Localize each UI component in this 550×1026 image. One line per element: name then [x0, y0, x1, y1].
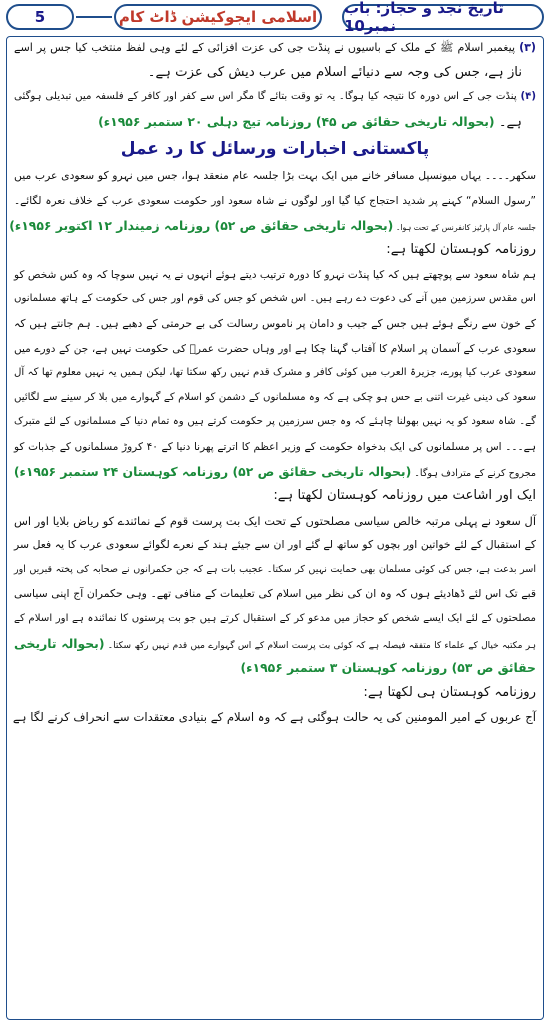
paragraph-line: ہم شاہ سعود سے پوچھتے ہیں کہ کیا پنڈت نہرو کا دورہ ترتیب دیتے ہوئے انہوں نے یہ نہیں سوچا کہ وہ کس شخص کو	[14, 268, 536, 281]
item-text: ہے۔	[498, 114, 522, 130]
reference-citation: (بحوالہ تاریخی حقائق ص ۵۲) روزنامہ کوہستان ۲۴ ستمبر ۱۹۵۶ء)	[13, 463, 412, 479]
paragraph-line: اس مقدس سرزمین میں آنے کی دعوت دے رہے ہیں۔ اس شخص کو جس کی قوم اور جس کی حکومت کے ہاتھ مسلمانوں	[14, 293, 536, 305]
item-number: (۴)	[520, 91, 536, 103]
paragraph-line	[9, 214, 536, 239]
reference-citation: (بحوالہ تاریخی حقائق ص ۵۲) روزنامہ زمیندار ۱۲ اکتوبر ۱۹۵۶ء)	[9, 217, 394, 233]
item-text: پیغمبر اسلام ﷺ کے ملک کے باسیوں نے پنڈت جی کی عزت افزائی کے لئے وہی لفظ منتخب کیا جس پر اسے	[14, 41, 516, 54]
source-label: روزنامہ کوہستان لکھتا ہے:	[386, 242, 536, 258]
paragraph-text: ہر مکتبہ خیال کے علماء کا متفقہ فیصلہ ہے کہ کوئی بت پرست اسلام کے اس گہوارے میں قدم نہیں رکھ سکتا۔	[107, 640, 536, 651]
paragraph-line: کے خون سے رنگے ہوئے ہیں جس کے جیب و دامان پر ناموس رسالت کی بے حرمتی کے دھبے ہیں۔ ہم جانتے ہیں کہ	[14, 316, 536, 330]
item-text-line	[14, 110, 536, 135]
item-text-line: ناز ہے، جس کی وجہ سے دنیائے اسلام میں عرب دیش کی عزت ہے۔	[147, 64, 522, 80]
reference-citation: حقائق ص ۵۳) روزنامہ کوہستان ۳ ستمبر ۱۹۵۶ء)	[240, 660, 536, 676]
numbered-item-line	[14, 36, 536, 61]
paragraph-line: آج عربوں کے امیر المومنین کی یہ حالت ہوگئی ہے کہ وہ اسلام کے بنیادی معتقدات سے انحراف کرنے لگا ہے	[12, 710, 536, 725]
item-text: پنڈت جی کے اس دورہ کا نتیجہ کیا ہوگا۔ یہ تو وقت بتائے گا مگر اس سے کفر اور کافر کے فلسفہ میں تبدیلی ہوگئی	[14, 91, 517, 103]
header-rule	[76, 16, 112, 18]
paragraph-line: سعودی عرب کے آسمان پر اسلام کا آفتاب گہنا چکا ہے اور وہاں حضرت عمرؓ کی حکومت نہیں ہے، جن کے دورے میں	[14, 342, 536, 355]
paragraph-line	[14, 656, 536, 681]
numbered-item-line	[14, 85, 536, 110]
paragraph-line: مصلحتوں کے لئے ایک ایسے شخص کو حجاز میں مدعو کر کے استقبال کرتے ہیں جو بت پرستوں کا نمائندہ ہے اور اسلام کے	[14, 613, 536, 625]
reference-citation: (بحوالہ تاریخی حقائق ص ۴۵) روزنامہ تیج دہلی ۲۰ ستمبر ۱۹۵۶ء)	[98, 113, 495, 129]
paragraph-line: سعودی عرب کیا پورے، جزیرۃ العرب میں کوئی کافر و مشرک قدم نہیں رکھ سکتا تھا، لیکن ہمیں یہ نہیں معلوم تھا کہ آل	[14, 367, 536, 379]
book-title: تاریخ نجد و حجاز: باب نمبر10	[342, 4, 544, 30]
paragraph-line: ہے۔۔۔ اس پر مسلمانوں کی ایک بدخواہ حکومت کے وزیر اعظم کا اترتے پھرنا دنیا کے ۴۰ کروڑ مسلمانوں کے جذبات کو	[14, 440, 536, 453]
paragraph-line: اسر بدعت ہے، جس کی کوئی مسلمان بھی حمایت نہیں کر سکتا۔ عجیب بات ہے کہ جن حکمرانوں نے صحابہ کی پختہ قبریں اور	[14, 563, 536, 575]
paragraph-line: آل سعود نے پہلی مرتبہ خالص سیاسی مصلحتوں کے تحت ایک بت پرست قوم کے نمائندے کو ریاض بلایا اور اس	[14, 513, 536, 528]
paragraph-line: سعود کی دینی غیرت اتنی بے حس ہو چکی ہے کہ وہ مسلمانوں کے دشمن کو اسلام کے گہوارے میں بلا کر سینے سے لگائیں	[14, 391, 536, 403]
page-header	[6, 0, 544, 35]
source-label: ایک اور اشاعت میں روزنامہ کوہستان لکھتا ہے:	[273, 488, 536, 504]
paragraph-text: مجروح کرنے کے مترادف ہوگا۔	[414, 467, 536, 479]
source-label: روزنامہ کوہستان ہی لکھتا ہے:	[363, 684, 536, 700]
page-content	[9, 36, 536, 730]
paragraph-line: کے استقبال کے لئے خواتین اور بچوں کو ساتھ لے گئے اور ان سے جیئے ہند کے نعرے لگوائے سعودی عرب کا یہ فعل سر	[14, 538, 536, 552]
paragraph-line: قبے تک اس لئے ڈھادیئے ہوں کہ وہ ان کی نظر میں اسلام کی تعلیمات کے منافی تھے۔ وہی حکمران آج اپنی سیاسی	[14, 587, 536, 601]
paragraph-line	[14, 460, 536, 485]
paragraph-line: سکھر۔۔۔۔ یہاں میونسپل مسافر خانے میں ایک بہت بڑا جلسہ عام منعقد ہوا، جس میں نہرو کو سعودی عرب میں	[14, 169, 536, 183]
reference-citation: (بحوالہ تاریخی	[14, 635, 105, 651]
page-number: 5	[6, 4, 74, 30]
paragraph-line	[14, 632, 536, 657]
paragraph-line: گے۔ شاہ سعود کو یہ نہیں بھولنا چاہئے کہ وہ جس سرزمین پر حکومت کرتے ہیں وہ تمام دنیا کے مسلمانوں کے لئے متبرک	[14, 416, 536, 428]
section-heading: پاکستانی اخبارات ورسائل کا رد عمل	[120, 139, 430, 160]
item-number: (۳)	[519, 41, 536, 54]
paragraph-line: ”رسول السلام“ کہنے پر شدید احتجاج کیا گیا اور لوگوں نے شاہ سعود اور حکومت سعودی عرب کے خلاف نعرہ لگائے۔	[14, 194, 536, 207]
publisher-name: اسلامی ایجوکیشن ڈاٹ کام	[114, 4, 322, 30]
paragraph-text: جلسہ عام آل پارٹیز کانفرنس کے تحت ہوا۔	[395, 222, 536, 232]
